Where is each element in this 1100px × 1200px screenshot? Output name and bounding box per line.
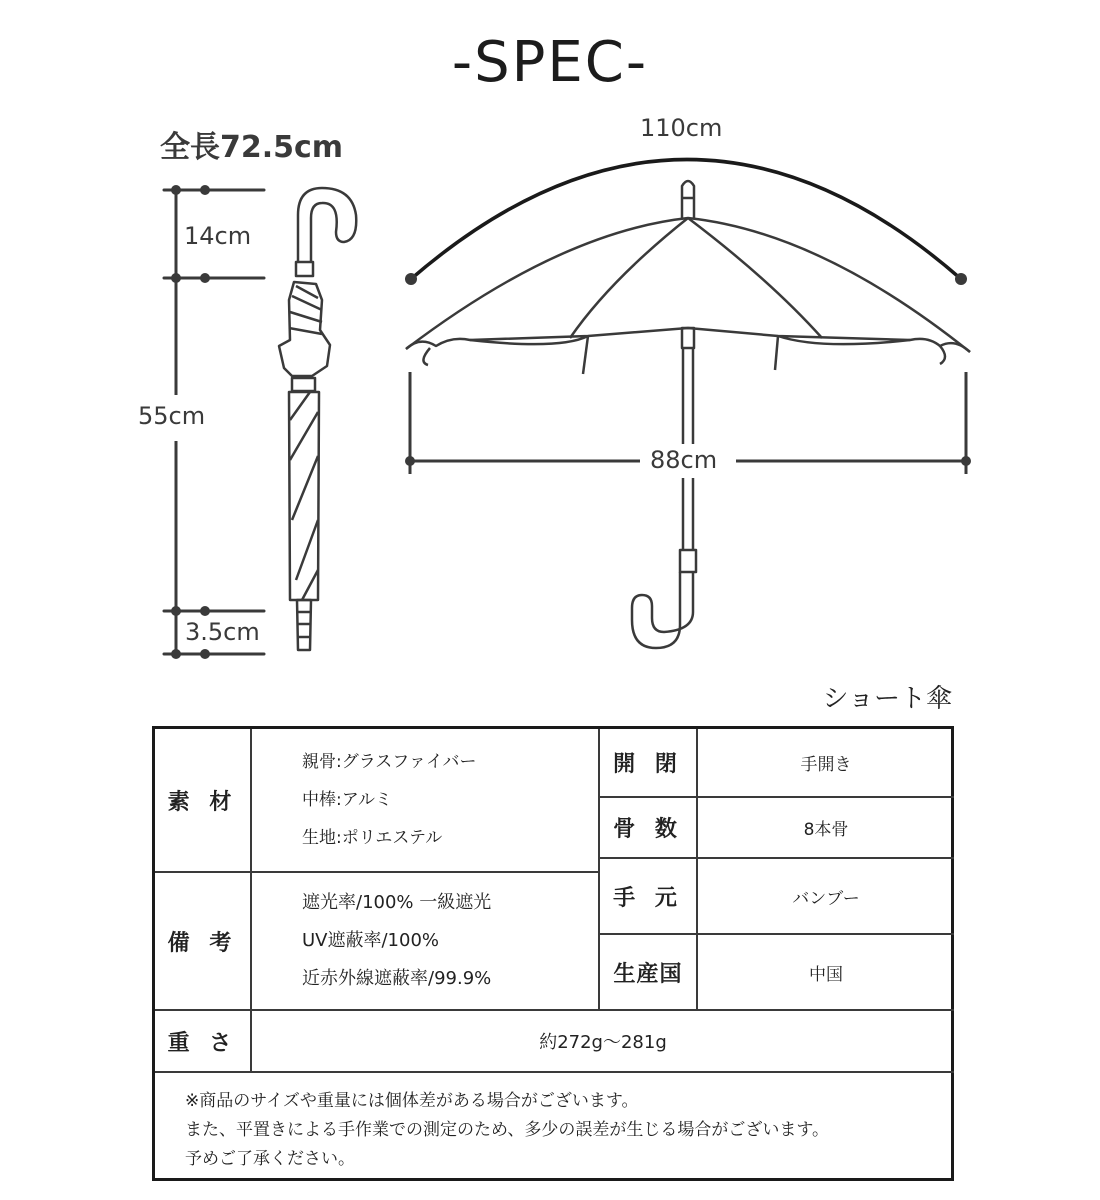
handle-header: 手 元 [613, 885, 683, 911]
open-umbrella [406, 160, 970, 649]
disclaimer-line: 予めご了承ください。 [185, 1149, 355, 1169]
disclaimer [185, 1087, 829, 1174]
spec-table [152, 726, 954, 1181]
span-width-label: 88cm [650, 446, 718, 474]
ribs-header: 骨 数 [613, 817, 683, 842]
disclaimer-line: また、平置きによる手作業での測定のため、多少の誤差が生じる場合がございます。 [185, 1120, 829, 1140]
material-line: 生地:ポリエステル [302, 828, 443, 848]
opening-header: 開 閉 [613, 752, 683, 777]
origin-header: 生産国 [613, 961, 683, 987]
body-length-label: 55cm [138, 402, 206, 430]
notes-values [252, 873, 598, 1009]
tip-length-label: 3.5cm [185, 618, 260, 646]
material-values [252, 729, 598, 871]
ribs-value: 8本骨 [803, 820, 849, 840]
origin-value: 中国 [809, 964, 843, 985]
total-length-label: 全長72.5cm [160, 130, 344, 165]
material-line: 親骨:グラスファイバー [302, 752, 477, 772]
weight-value: 約272g～281g [539, 1032, 667, 1053]
product-type-label: ショート傘 [822, 684, 952, 714]
notes-line: UV遮蔽率/100% [302, 930, 440, 951]
page-title: -SPEC- [451, 30, 649, 95]
material-line: 中棒:アルミ [302, 790, 393, 810]
handle-length-label: 14cm [184, 222, 252, 250]
material-header: 素 材 [167, 789, 238, 815]
opening-value: 手開き [800, 755, 852, 775]
disclaimer-line: ※商品のサイズや重量には個体差がある場合がございます。 [185, 1091, 639, 1111]
handle-value: バンブー [792, 888, 860, 909]
notes-line: 遮光率/100% 一級遮光 [302, 892, 492, 913]
closed-umbrella [279, 188, 356, 650]
weight-header: 重 さ [167, 1030, 238, 1056]
arc-width-label: 110cm [640, 114, 723, 142]
notes-header: 備 考 [167, 930, 238, 956]
notes-line: 近赤外線遮蔽率/99.9% [302, 968, 492, 989]
